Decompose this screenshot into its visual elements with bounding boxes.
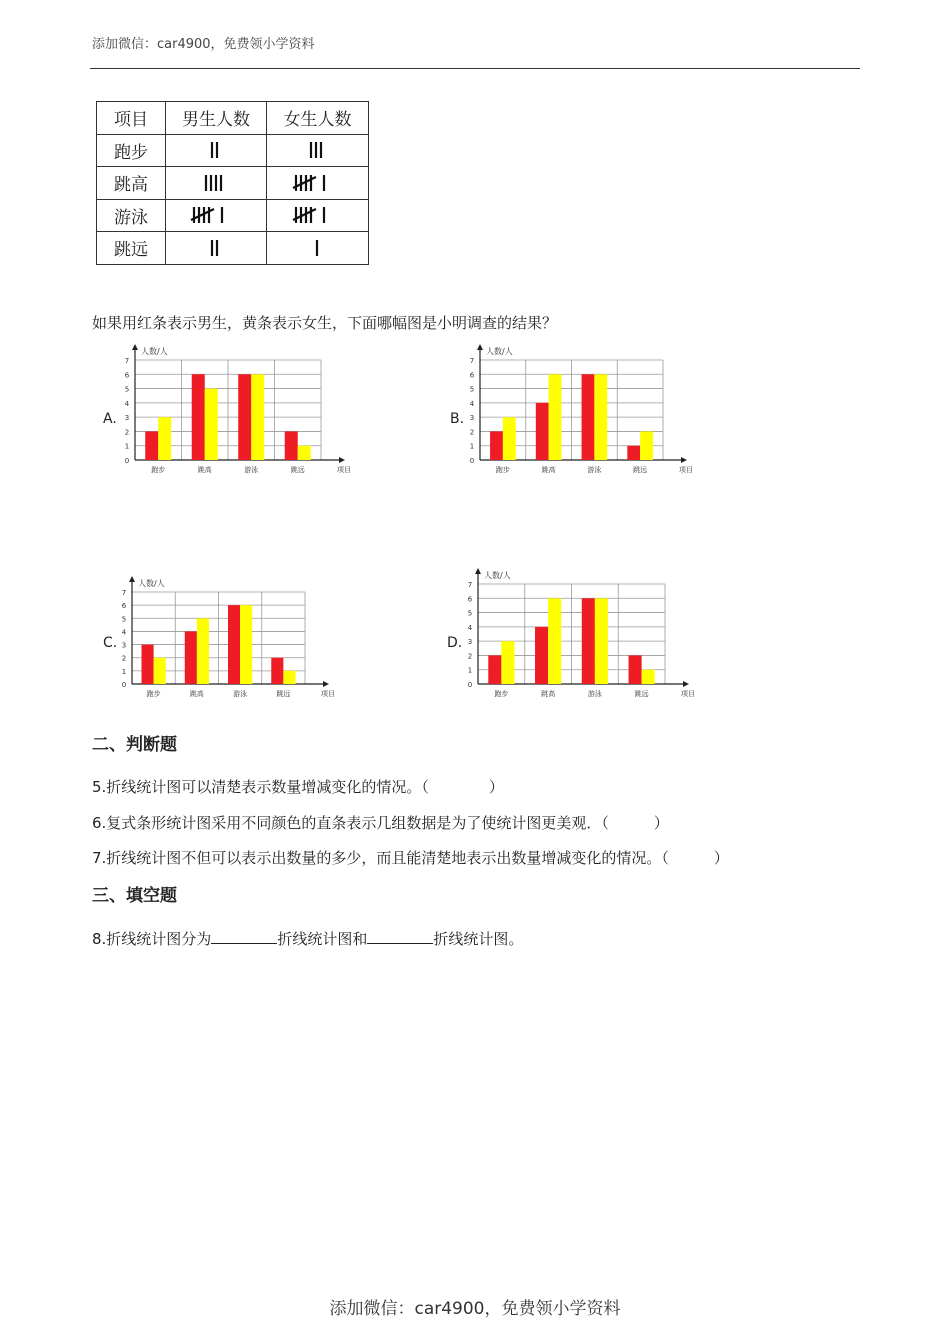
x-tick-label: 跳高 (197, 466, 212, 474)
x-axis-arrow (323, 681, 329, 687)
tally-table (96, 101, 369, 265)
bar-girls (595, 598, 608, 684)
table-row (97, 134, 369, 167)
option-d-label[interactable]: D. (447, 635, 463, 651)
bar-girls (642, 670, 655, 684)
bar-boys (627, 446, 640, 460)
bar-girls (158, 417, 171, 460)
y-tick-label: 7 (121, 589, 127, 597)
y-tick-label: 6 (124, 371, 130, 380)
y-axis-label: 人数/人 (486, 347, 513, 356)
bar-boys (228, 605, 240, 684)
x-axis-label: 项目 (321, 690, 335, 698)
y-tick-label: 4 (467, 623, 473, 632)
y-tick-label: 4 (121, 628, 127, 637)
y-axis-arrow (129, 576, 135, 582)
table-row (97, 167, 369, 200)
bar-girls (251, 374, 264, 460)
boys-count-cell (166, 232, 267, 265)
y-axis-arrow (477, 344, 483, 350)
y-tick-label: 1 (121, 667, 127, 676)
y-tick-label: 3 (467, 638, 473, 647)
table-header-cell: 女生人数 (267, 102, 369, 135)
bar-girls (501, 641, 514, 684)
x-axis-arrow (339, 457, 345, 463)
x-tick-label: 跳远 (634, 690, 649, 698)
bar-boys (145, 431, 158, 460)
x-tick-label: 跳高 (541, 690, 556, 698)
bar-boys (536, 403, 549, 460)
table-item-cell: 跳高 (97, 167, 166, 200)
y-tick-label: 3 (469, 414, 475, 423)
header-divider (90, 68, 860, 69)
x-axis-arrow (683, 681, 689, 687)
x-tick-label: 跑步 (151, 466, 166, 474)
x-axis-arrow (681, 457, 687, 463)
y-axis-label: 人数/人 (138, 579, 165, 588)
x-axis-label: 项目 (679, 466, 693, 474)
y-tick-label: 1 (469, 442, 475, 451)
girls-count-cell (267, 232, 369, 265)
y-tick-label: 4 (124, 399, 130, 408)
y-tick-label: 5 (124, 385, 130, 394)
y-tick-label: 7 (124, 357, 130, 365)
girls-count-cell (267, 199, 369, 232)
y-tick-label: 0 (121, 681, 127, 689)
bar-boys (192, 374, 205, 460)
bar-boys (185, 631, 197, 684)
boys-count-cell (166, 199, 267, 232)
tally-mark-3 (307, 140, 329, 160)
table-item-cell: 跑步 (97, 134, 166, 167)
question-8 (92, 928, 523, 949)
bar-girls (548, 598, 561, 684)
bar-girls (594, 374, 607, 460)
x-axis-label: 项目 (681, 690, 695, 698)
tally-mark-6 (190, 205, 242, 225)
footer-watermark-text: 添加微信：car4900，免费领小学资料 (329, 1299, 621, 1319)
x-tick-label: 跑步 (494, 690, 509, 698)
x-tick-label: 游泳 (233, 690, 248, 698)
tally-mark-6 (292, 205, 344, 225)
section-2-title: 二、判断题 (92, 735, 177, 755)
y-tick-label: 7 (469, 357, 475, 365)
question-text: 如果用红条表示男生，黄条表示女生，下面哪幅图是小明调查的结果？ (92, 314, 558, 332)
y-axis-arrow (132, 344, 138, 350)
x-tick-label: 跳远 (633, 466, 648, 474)
section-3-title: 三、填空题 (92, 886, 177, 906)
y-tick-label: 5 (121, 615, 127, 624)
x-tick-label: 跑步 (146, 690, 161, 698)
option-d-chart[interactable] (458, 566, 698, 706)
tally-mark-6 (292, 173, 344, 193)
y-tick-label: 4 (469, 399, 475, 408)
bar-boys (629, 655, 642, 684)
option-a-label[interactable]: A. (103, 411, 117, 427)
bar-boys (271, 658, 283, 684)
bar-girls (197, 618, 209, 684)
girls-count-cell (267, 167, 369, 200)
option-b-chart[interactable] (460, 342, 700, 482)
x-tick-label: 跳高 (541, 466, 556, 474)
option-c-chart[interactable] (112, 574, 352, 706)
bar-girls (640, 431, 653, 460)
table-header-cell: 项目 (97, 102, 166, 135)
boys-count-cell (166, 134, 267, 167)
x-tick-label: 跑步 (495, 466, 510, 474)
question-8-middle: 折线统计图和 (277, 930, 368, 948)
bar-girls (205, 389, 218, 460)
question-8-prefix: 8.折线统计图分为 (92, 930, 212, 948)
bar-boys (582, 374, 595, 460)
option-a-chart[interactable] (115, 342, 355, 482)
x-axis-label: 项目 (337, 466, 351, 474)
question-6: 6.复式条形统计图采用不同颜色的直条表示几组数据是为了使统计图更美观．（ ） (92, 814, 669, 832)
y-axis-arrow (475, 568, 481, 574)
girls-count-cell (267, 134, 369, 167)
question-7: 7.折线统计图不但可以表示出数量的多少，而且能清楚地表示出数量增减变化的情况。（ ） (92, 849, 729, 867)
bar-boys (582, 598, 595, 684)
tally-mark-2 (208, 140, 224, 160)
x-tick-label: 跳远 (276, 690, 291, 698)
y-tick-label: 5 (469, 385, 475, 394)
y-axis-label: 人数/人 (484, 571, 511, 580)
x-tick-label: 游泳 (587, 466, 602, 474)
bar-boys (238, 374, 251, 460)
bar-girls (283, 671, 295, 684)
table-item-cell: 跳远 (97, 232, 166, 265)
table-row (97, 232, 369, 265)
y-tick-label: 0 (469, 457, 475, 465)
y-tick-label: 2 (467, 652, 473, 661)
question-8-suffix: 折线统计图。 (433, 930, 524, 948)
bar-girls (549, 374, 562, 460)
y-tick-label: 6 (121, 602, 127, 611)
table-header-cell: 男生人数 (166, 102, 267, 135)
bar-girls (240, 605, 252, 684)
question-5: 5.折线统计图可以清楚表示数量增减变化的情况。（ ） (92, 778, 504, 796)
y-tick-label: 2 (469, 428, 475, 437)
y-tick-label: 6 (467, 595, 473, 604)
bar-girls (298, 446, 311, 460)
y-tick-label: 3 (121, 641, 127, 650)
y-tick-label: 6 (469, 371, 475, 380)
table-row (97, 199, 369, 232)
tally-mark-1 (313, 238, 323, 258)
x-tick-label: 跳远 (290, 466, 305, 474)
option-c-label[interactable]: C. (103, 635, 118, 651)
y-tick-label: 7 (467, 581, 473, 589)
bar-boys (488, 655, 501, 684)
option-b-label[interactable]: B. (450, 411, 465, 427)
answer-blank-1[interactable] (211, 929, 277, 944)
table-item-cell: 游泳 (97, 199, 166, 232)
y-axis-label: 人数/人 (141, 347, 168, 356)
x-tick-label: 跳高 (189, 690, 204, 698)
y-tick-label: 0 (124, 457, 130, 465)
y-tick-label: 0 (467, 681, 473, 689)
bar-boys (285, 431, 298, 460)
y-tick-label: 2 (124, 428, 130, 437)
y-tick-label: 3 (124, 414, 130, 423)
bar-boys (535, 627, 548, 684)
header-watermark-text: 添加微信：car4900，免费领小学资料 (92, 37, 315, 52)
x-tick-label: 游泳 (587, 690, 602, 698)
y-tick-label: 1 (124, 442, 130, 451)
bar-boys (490, 431, 503, 460)
tally-mark-2 (208, 238, 224, 258)
answer-blank-2[interactable] (367, 929, 433, 944)
bar-girls (503, 417, 516, 460)
y-tick-label: 5 (467, 609, 473, 618)
y-tick-label: 2 (121, 654, 127, 663)
bar-girls (154, 658, 166, 684)
tally-mark-4 (202, 173, 230, 193)
y-tick-label: 1 (467, 666, 473, 675)
boys-count-cell (166, 167, 267, 200)
bar-boys (142, 645, 154, 684)
x-tick-label: 游泳 (244, 466, 259, 474)
